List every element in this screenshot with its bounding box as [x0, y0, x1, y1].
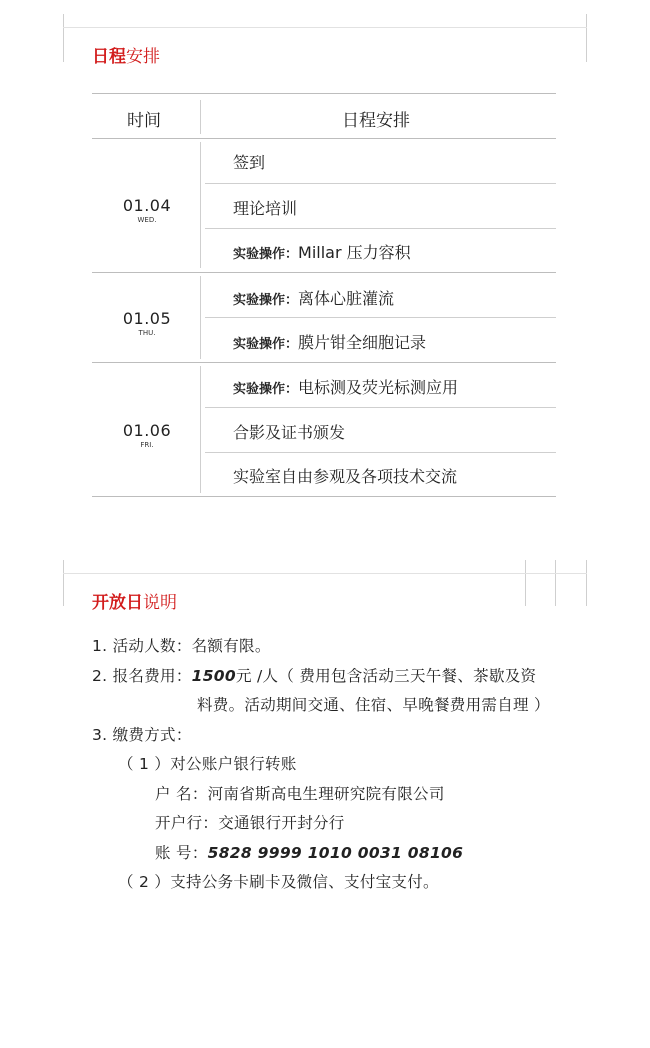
table-bottom-border: [92, 496, 556, 497]
frame-left-line-2: [63, 560, 64, 606]
open-day-title-bold: 开放日: [92, 593, 143, 613]
frame-right-line-2a: [525, 560, 526, 606]
date-day2: 01.05: [122, 309, 172, 328]
weekday-day2: THU.: [138, 329, 156, 337]
list-item: 实验操作：Millar 压力容积: [233, 243, 411, 262]
frame-top-line-2: [63, 573, 587, 574]
row-divider: [205, 228, 556, 229]
list-item: 实验室自由参观及各项技术交流: [233, 467, 458, 486]
header-schedule: 日程安排: [342, 111, 410, 131]
row-divider: [205, 317, 556, 318]
note-line-2: 2. 报名费用：1500元 /人（ 费用包含活动三天午餐、茶歇及资: [92, 667, 537, 685]
header-time: 时间: [127, 111, 161, 131]
schedule-title-normal: 安排: [126, 47, 160, 67]
weekday-day3: FRI.: [140, 441, 154, 449]
schedule-section-title: [92, 42, 160, 67]
table-top-border: [92, 93, 556, 94]
list-item: 签到: [233, 153, 266, 172]
day1-divider: [200, 142, 201, 268]
day-divider: [92, 362, 556, 363]
account-number: 账 号：5828 9999 1010 0031 08106: [155, 844, 464, 862]
open-day-section-title: [92, 588, 177, 613]
row-divider: [205, 452, 556, 453]
note-line-1: 1. 活动人数：名额有限。: [92, 637, 271, 655]
list-item: 合影及证书颁发: [233, 423, 346, 442]
list-item: 实验操作：膜片钳全细胞记录: [233, 333, 427, 352]
frame-top-line-1: [63, 27, 587, 28]
account-name: 户 名：河南省斯高电生理研究院有限公司: [155, 785, 445, 803]
day2-divider: [200, 276, 201, 359]
header-divider: [200, 100, 201, 134]
bank-name: 开户行：交通银行开封分行: [155, 814, 345, 832]
day3-divider: [200, 366, 201, 493]
row-divider: [205, 183, 556, 184]
note-line-4: 3. 缴费方式：: [92, 726, 192, 744]
frame-right-line-1: [586, 14, 587, 62]
header-bottom-border: [92, 138, 556, 139]
note-line-9: （ 2 ）支持公务卡刷卡及微信、支付宝支付。: [118, 873, 439, 891]
list-item: 理论培训: [233, 199, 298, 218]
schedule-title-bold: 日程: [92, 47, 126, 67]
date-day1: 01.04: [122, 196, 172, 215]
frame-right-line-2c: [586, 560, 587, 606]
note-line-5: （ 1 ）对公账户银行转账: [118, 755, 297, 773]
list-item: 实验操作：电标测及荧光标测应用: [233, 378, 459, 397]
list-item: 实验操作：离体心脏灌流: [233, 289, 395, 308]
open-day-title-normal: 说明: [143, 593, 177, 613]
frame-left-line-1: [63, 14, 64, 62]
weekday-day1: WED.: [137, 216, 157, 224]
note-line-3: 料费。活动期间交通、住宿、早晚餐费用需自理 ）: [197, 696, 550, 714]
day-divider: [92, 272, 556, 273]
row-divider: [205, 407, 556, 408]
fee-amount: 1500: [191, 667, 236, 685]
frame-right-line-2b: [555, 560, 556, 606]
date-day3: 01.06: [122, 421, 172, 440]
